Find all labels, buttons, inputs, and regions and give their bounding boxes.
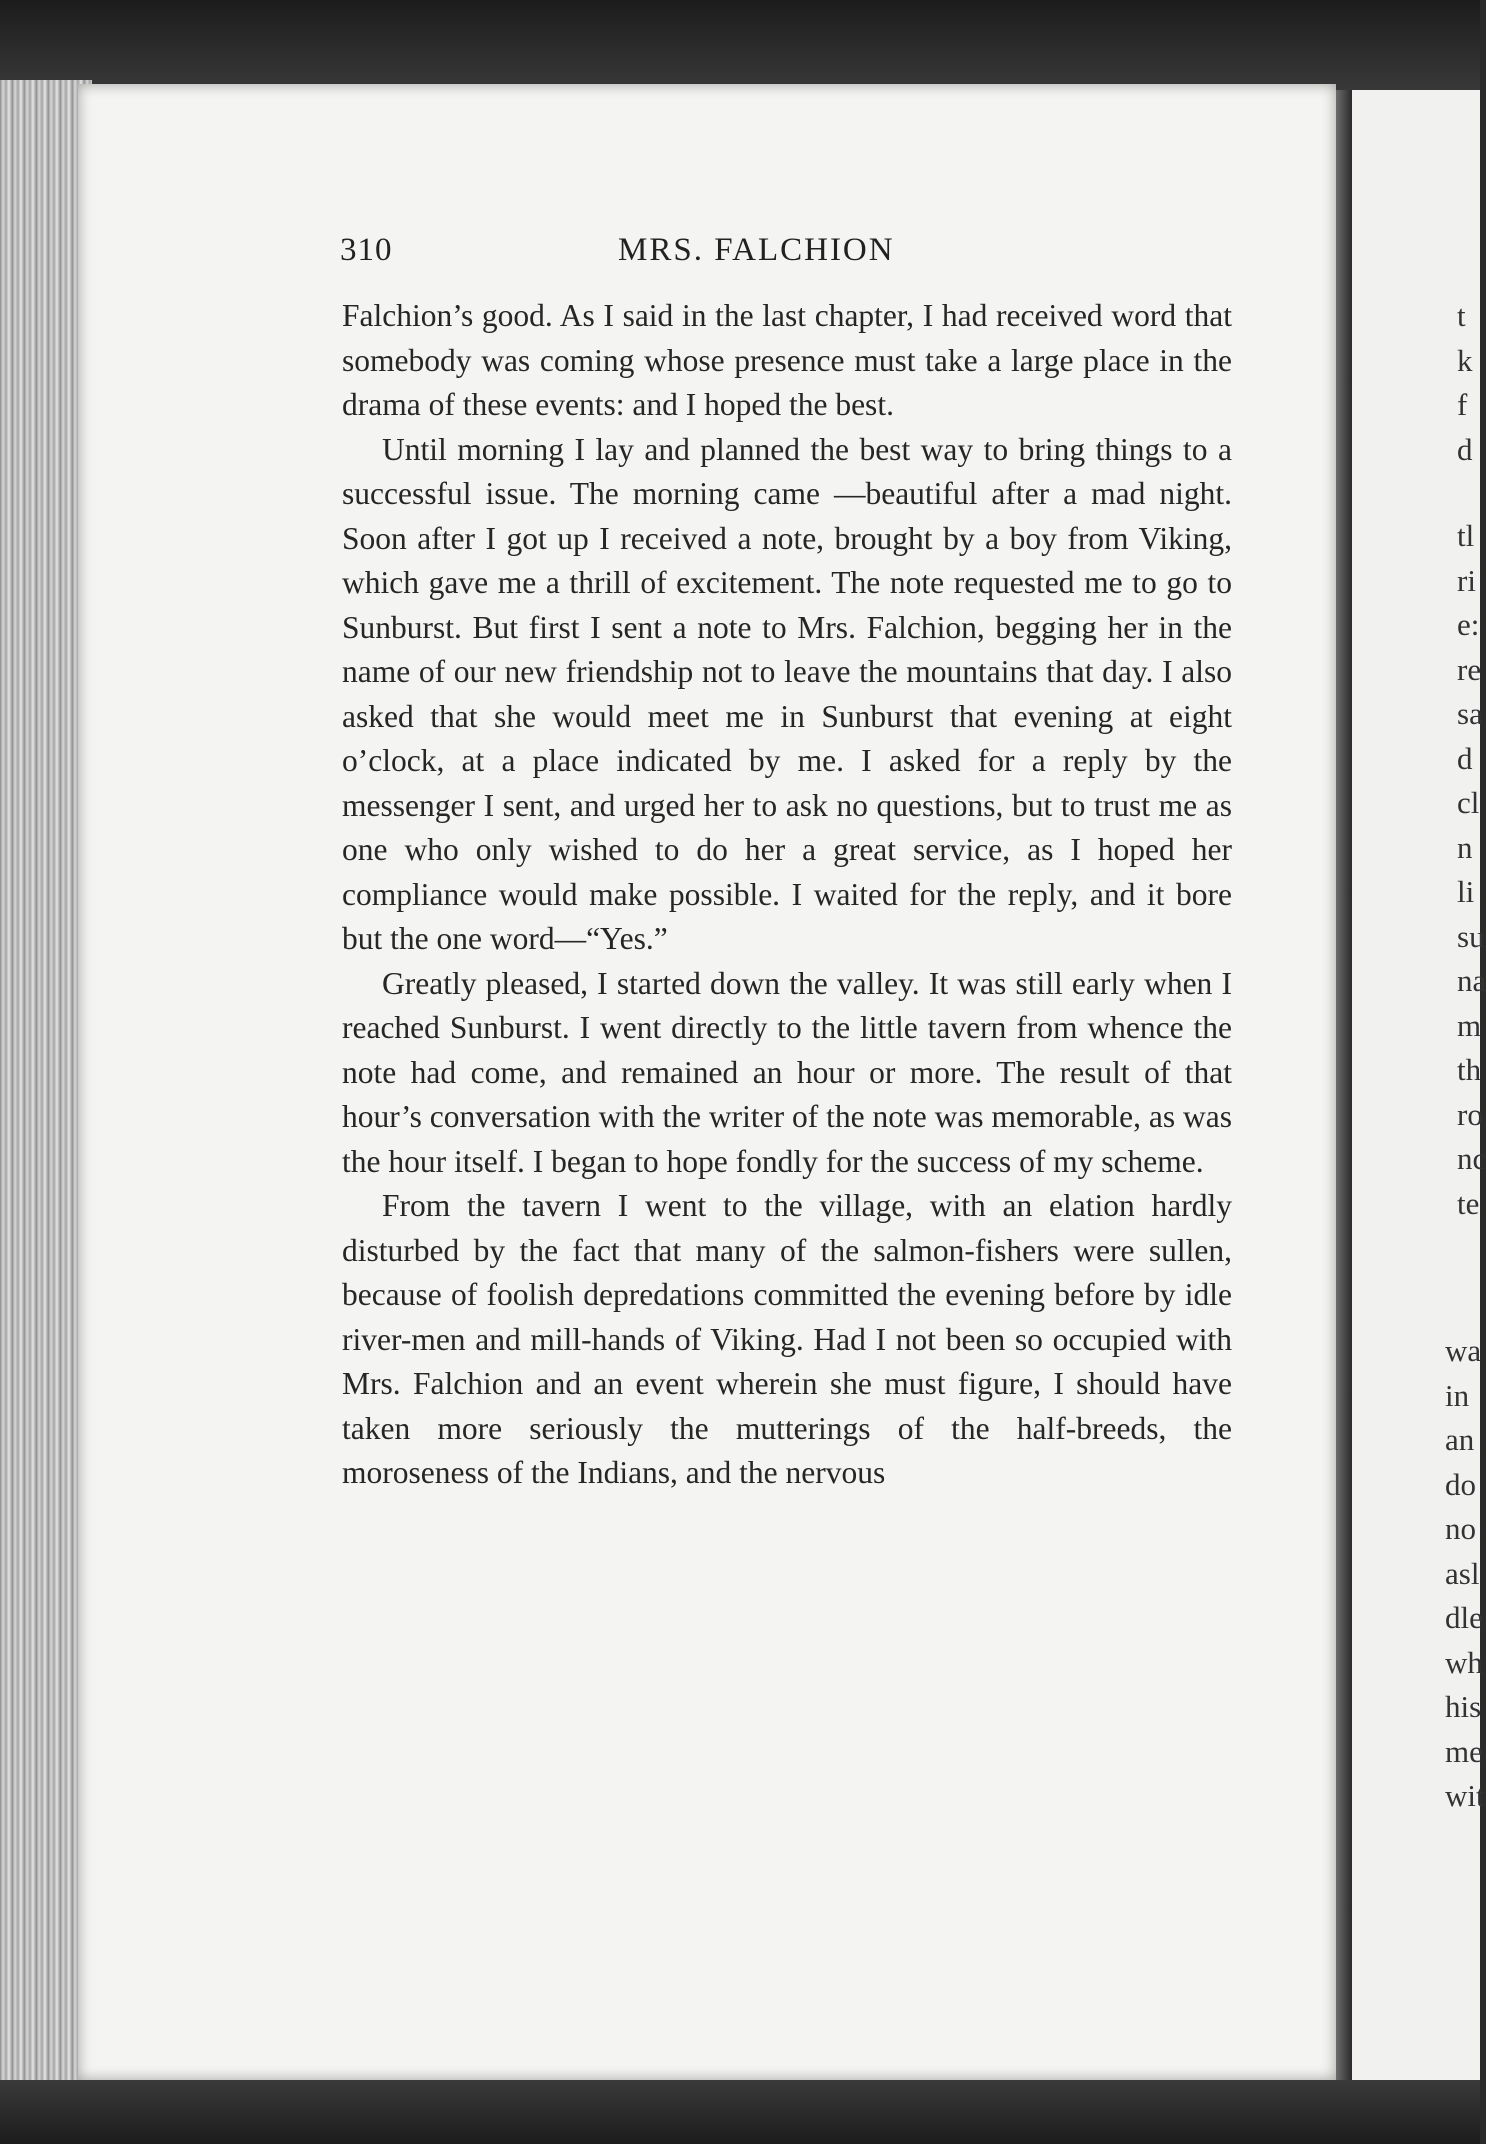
facing-page-fragment: me [1445,1733,1483,1769]
facing-page-fragment: re [1457,651,1482,687]
facing-page-fragment: cl [1457,785,1480,820]
facing-page-fragment: no [1445,1511,1476,1546]
facing-page-fragment: wh [1445,1644,1483,1680]
facing-page-fragment: na [1457,963,1486,998]
facing-page-fragment: e: [1457,607,1480,642]
facing-page-fragment: tl [1457,518,1475,553]
paragraph: Falchion’s good. As I said in the last chapter, I had received word that somebody was coming whose presence must take a large place in the drama of these events: and I hoped the best. [342,298,1232,422]
facing-page-fragment: in [1445,1377,1470,1413]
facing-page-fragment: dle [1445,1600,1483,1635]
facing-page-fragment: li [1457,874,1475,909]
facing-page-fragment: d [1457,740,1473,776]
facing-page-fragment: wit [1445,1778,1485,1813]
facing-page-fragment: do [1445,1466,1476,1502]
facing-page-fragment: k [1457,342,1473,378]
facing-page-fragment: ro [1457,1096,1483,1132]
facing-page-fragment: an [1445,1422,1475,1457]
paragraph: From the tavern I went to the village, with an elation hardly disturbed by the fact that many of the salmon-fishers were sullen, because of foolish depredations committed the evening before by idle river-men and mill-hands of Viking. Had I not been so occupied with Mrs. Falchion and an event wherein she must figure, I should have taken more seriously the mutterings of the half-breeds, the moroseness of the Indians, and the nervous [342,1188,1232,1490]
facing-page-fragment: wa [1445,1333,1482,1368]
facing-page-fragment: nc [1457,1141,1486,1176]
running-title: MRS. FALCHION [618,232,895,268]
facing-page-fragment: n [1457,829,1473,865]
facing-page-fragment: ri [1457,562,1476,598]
scanner-background-bottom [0,2080,1480,2144]
facing-page-fragment: sa [1457,696,1483,731]
facing-page-fragment: m [1457,1007,1482,1043]
page-header [340,232,1245,276]
facing-page-fragment: asl [1445,1555,1480,1591]
paragraph: Until morning I lay and planned the best way to bring things to a successful issue. The morning came —beautiful after a mad night. Soon after I got up I received a note, brought by a boy from Viking, which gave me a thrill of excitement. The note requested me to go to Sunburst. But first I sent a note to Mrs. Falchion, begging her in the name of our new friendship not to leave the mountains that day. I also asked that she would meet me in Sunburst that evening at eight o’clock, at a place indicated by me. I asked for a reply by the messenger I sent, and urged her to ask no questions, but to trust me as one who only wished to do her a great service, as I hoped her compliance would make possible. I waited for the reply, and it bore but the one word—“Yes.” [342,431,1232,956]
facing-page [1352,90,1486,2080]
facing-page-fragment: te [1457,1185,1480,1221]
paragraph: Greatly pleased, I started down the valley. It was still early when I reached Sunburst. I went directly to the little tavern from whence the note had come, and remained an hour or more. The result of that hour’s conversation with the writer of the note was memorable, as was the hour itself. I began to hope fondly for the success of my scheme. [342,965,1232,1179]
body-text [342,294,1232,1496]
facing-page-fragment: d [1457,431,1473,467]
page-number: 310 [340,232,393,268]
facing-page-fragment: his [1445,1689,1482,1724]
facing-page-fragment: su [1457,918,1485,954]
book-gutter [1336,90,1352,2080]
facing-page-fragment: th [1457,1052,1482,1087]
facing-page-fragment: t [1457,298,1466,333]
scanner-background-top [0,0,1480,95]
facing-page-fragment: f [1457,387,1468,422]
